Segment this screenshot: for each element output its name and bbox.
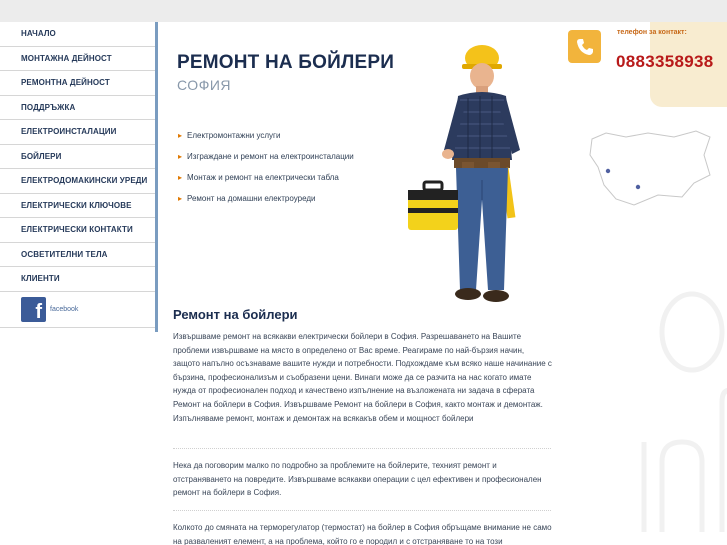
nav-item-clients[interactable]: КЛИЕНТИ — [0, 267, 155, 292]
nav-item-boilers[interactable]: БОЙЛЕРИ — [0, 145, 155, 170]
phone-number[interactable]: 0883358938 — [616, 52, 714, 71]
list-item[interactable] — [178, 130, 354, 151]
contact-label: телефон за контакт: — [617, 29, 687, 36]
nav-item-lighting[interactable]: ОСВЕТИТЕЛНИ ТЕЛА — [0, 243, 155, 268]
section-title: Ремонт на бойлери — [173, 307, 298, 322]
paragraph-1: Извършваме ремонт на всякакви електрически бойлери в София. Разрешаването на Вашите проблеми извършваме на място в определено от Вас време. Реагираме по най-бързия начин, защото напълно осъзнаваме вашите нужди и потребности. Подхождаме към всяко наше начинание с бързина, професионализъм и съобразени цени. Винаги може да се разчита на нас когато имате нужда от професионален подход и качествено изпълнение на възложената ни задача в сферата Ремонт на бойлери в София. Извършваме Ремонт на бойлери в София, както монтаж и демонтаж. Изпълняваме ремонт, монтаж и демонтаж на всякакъв обем и мощност бойлери — [173, 332, 552, 423]
nav-item-maintenance[interactable]: ПОДДРЪЖКА — [0, 96, 155, 121]
paragraph-2: Нека да поговорим малко по подробно за проблемите на бойлерите, техният ремонт и отстраняването на повредите. Извършваме всякакви операции с цел ефективен и професионален ремонт на бойлери в София. — [173, 461, 542, 498]
nav-item-sockets[interactable]: ЕЛЕКТРИЧЕСКИ КОНТАКТИ — [0, 218, 155, 243]
service-label[interactable]: Монтаж и ремонт на електрически табла — [187, 173, 339, 182]
paragraph-3: Колкото до смяната на терморегулатор (термостат) на бойлер в София обръщаме внимание не само на развалeният елемент, а на проблема, който го е породил и с отстраняване то на този — [173, 523, 552, 545]
nav-item-home[interactable]: НАЧАЛО — [0, 22, 155, 47]
bulgaria-map — [586, 125, 716, 213]
worker-illustration — [400, 40, 550, 310]
arrow-bullet-icon: ▸ — [178, 194, 183, 203]
facebook-label[interactable]: facebook — [50, 305, 79, 313]
arrow-bullet-icon: ▸ — [178, 131, 183, 140]
map-marker-sofia — [606, 169, 610, 173]
divider — [173, 510, 551, 511]
arrow-bullet-icon: ▸ — [178, 152, 183, 161]
nav-item-repair[interactable]: РЕМОНТНА ДЕЙНОСТ — [0, 71, 155, 96]
page-title: РЕМОНТ НА БОЙЛЕРИ — [177, 52, 395, 73]
page — [0, 22, 727, 545]
list-item[interactable] — [178, 193, 354, 214]
contact-block — [560, 22, 727, 107]
nav-item-electrical-installations[interactable]: ЕЛЕКТРОИНСТАЛАЦИИ — [0, 120, 155, 145]
nav-item-switches[interactable]: ЕЛЕКТРИЧЕСКИ КЛЮЧОВЕ — [0, 194, 155, 219]
services-list — [178, 130, 354, 214]
page-subtitle: СОФИЯ — [177, 77, 232, 93]
facebook-icon[interactable]: f — [21, 297, 46, 322]
nav-item-installation[interactable]: МОНТАЖНА ДЕЙНОСТ — [0, 47, 155, 72]
list-item[interactable] — [178, 151, 354, 172]
service-label[interactable]: Ремонт на домашни електроуреди — [187, 194, 316, 203]
service-label[interactable]: Изграждане и ремонт на електроинсталации — [187, 152, 354, 161]
phone-icon — [568, 30, 601, 63]
arrow-bullet-icon: ▸ — [178, 173, 183, 182]
service-label[interactable]: Електромонтажни услуги — [187, 131, 281, 140]
decorative-background-text — [622, 272, 727, 545]
list-item[interactable] — [178, 172, 354, 193]
facebook-link[interactable] — [0, 292, 155, 328]
sidebar-nav — [0, 22, 158, 332]
nav-item-appliances[interactable]: ЕЛЕКТРОДОМАКИНСКИ УРЕДИ — [0, 169, 155, 194]
divider — [173, 448, 551, 449]
map-marker — [636, 185, 640, 189]
